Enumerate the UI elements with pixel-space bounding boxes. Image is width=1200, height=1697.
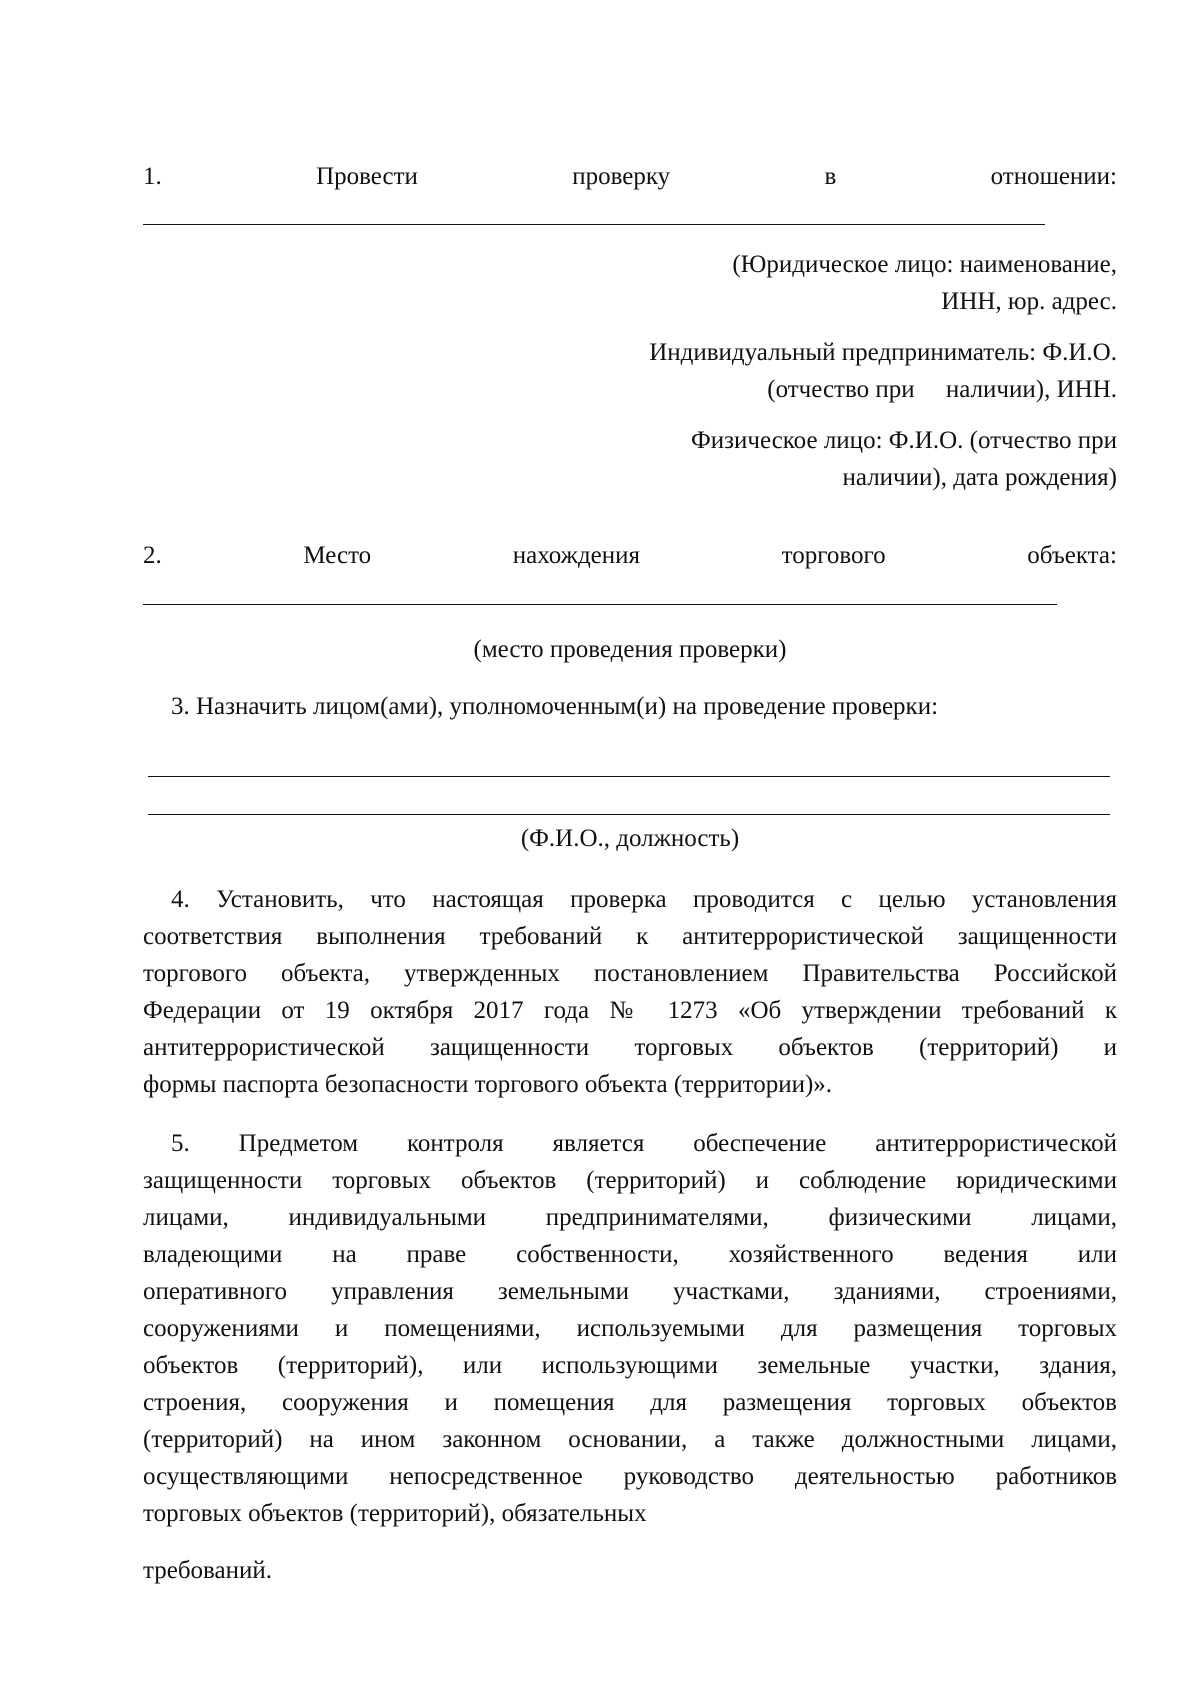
item3-text: 3. Назначить лицом(ами), уполномоченным(и) на проведение проверки:	[171, 693, 939, 720]
item2-word: объекта:	[1027, 542, 1117, 569]
paragraph-line: сооружениями и помещениями, используемыми для размещения торговых	[143, 1315, 1117, 1342]
item3-note: (Ф.И.О., должность)	[520, 825, 740, 852]
item3-blank-line-1	[148, 776, 1110, 777]
item1-word: проверку	[572, 163, 671, 190]
paragraph-line: (территорий) на ином законном основании, а также должностными лицами,	[143, 1426, 1117, 1453]
item1-word: Провести	[316, 163, 418, 190]
item5-tail: требований.	[143, 1557, 273, 1584]
note-line: Физическое лицо: Ф.И.О. (отчество при	[691, 427, 1117, 454]
paragraph-line: антитеррористической защищенности торговых объектов (территорий) и	[143, 1034, 1117, 1061]
item2-word: нахождения	[512, 542, 641, 569]
paragraph-line: владеющими на праве собственности, хозяйственного ведения или	[143, 1241, 1117, 1268]
paragraph-line: соответствия выполнения требований к антитеррористической защищенности	[143, 923, 1117, 950]
item2-blank-line	[143, 604, 1057, 605]
item4-paragraph	[143, 881, 1117, 1103]
item1-number: 1.	[143, 163, 162, 190]
note-line: (отчество при наличии), ИНН.	[767, 376, 1117, 403]
paragraph-line: Федерации от 19 октября 2017 года № 1273 «Об утверждении требований к	[143, 997, 1117, 1024]
item2-note: (место проведения проверки)	[473, 636, 787, 663]
item1-blank-line	[143, 224, 1045, 225]
note-line: (Юридическое лицо: наименование,	[732, 251, 1117, 278]
item3-blank-line-2	[148, 814, 1110, 815]
paragraph-line: осуществляющими непосредственное руководство деятельностью работников	[143, 1463, 1117, 1490]
item1-note	[417, 246, 1117, 496]
paragraph-line: 4. Установить, что настоящая проверка проводится с целью установления	[171, 886, 1117, 913]
item5-paragraph	[143, 1125, 1117, 1532]
paragraph-line: защищенности торговых объектов (территорий) и соблюдение юридическими	[143, 1167, 1117, 1194]
paragraph-line: торгового объекта, утвержденных постановлением Правительства Российской	[143, 960, 1117, 987]
note-line: ИНН, юр. адрес.	[941, 288, 1117, 315]
item1-heading	[143, 158, 1117, 195]
paragraph-line: строения, сооружения и помещения для размещения торговых объектов	[143, 1389, 1117, 1416]
paragraph-line: торговых объектов (территорий), обязательных	[143, 1500, 647, 1527]
item1-word: отношении:	[990, 163, 1117, 190]
item2-word: торгового	[781, 542, 886, 569]
item2-number: 2.	[143, 542, 162, 569]
paragraph-line: 5. Предметом контроля является обеспечение антитеррористической	[171, 1130, 1117, 1157]
paragraph-line: оперативного управления земельными участками, зданиями, строениями,	[143, 1278, 1117, 1305]
paragraph-line: объектов (территорий), или использующими земельные участки, здания,	[143, 1352, 1117, 1379]
paragraph-line: лицами, индивидуальными предпринимателями, физическими лицами,	[143, 1204, 1117, 1231]
item1-word: в	[824, 163, 837, 190]
note-line: наличии), дата рождения)	[842, 464, 1117, 491]
note-line: Индивидуальный предприниматель: Ф.И.О.	[649, 339, 1117, 366]
item2-word: Место	[303, 542, 372, 569]
paragraph-line: формы паспорта безопасности торгового объекта (территории)».	[143, 1071, 833, 1098]
item2-heading	[143, 537, 1117, 574]
